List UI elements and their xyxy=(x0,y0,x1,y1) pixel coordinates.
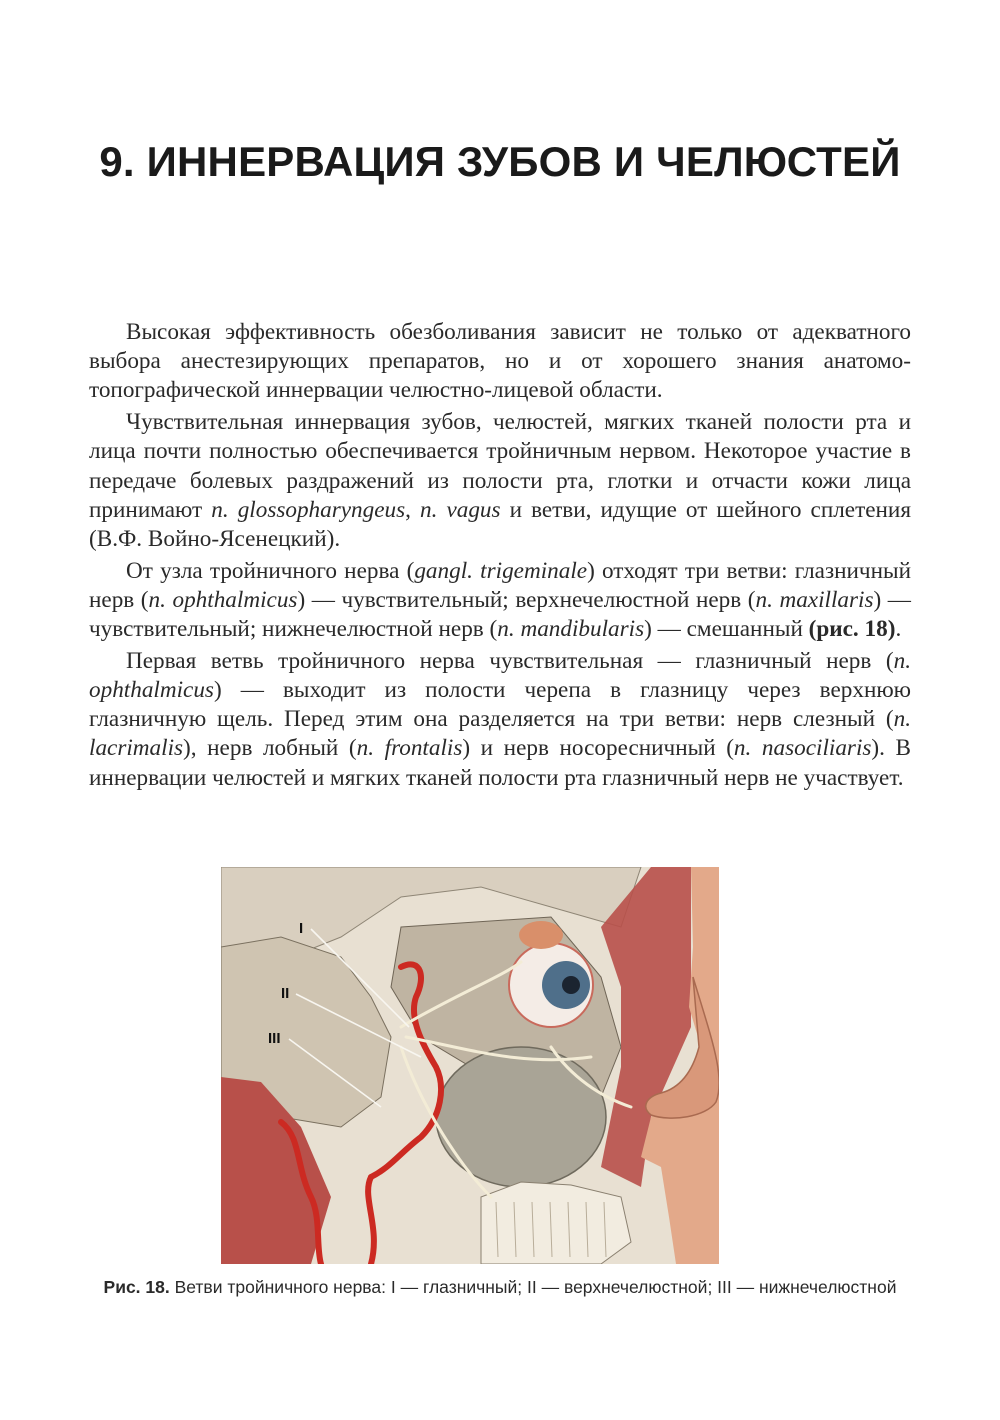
label-branch-1: I xyxy=(299,920,304,937)
latin-term: n. ophthalmicus xyxy=(148,586,298,613)
text-run: ) — смешанный xyxy=(644,616,809,643)
text-run: и ветви, идущие от шейного сплетения (В.Ф. Войно-Ясенецкий). xyxy=(89,496,912,552)
label-branch-2: II xyxy=(281,985,290,1002)
paragraph xyxy=(89,408,911,554)
latin-term: n. ophthalmicus xyxy=(89,647,911,703)
text-run: Высокая эффективность обезболивания зависит не только от адекватного выбора анестезирующих препаратов, но и от хорошего знания анатомо-топографической иннервации челюстно-лицевой области. xyxy=(89,319,911,404)
paragraph xyxy=(89,557,911,645)
latin-term: n. frontalis xyxy=(356,735,463,762)
latin-term: n. mandibularis xyxy=(497,616,645,643)
figure-reference: (рис. 18) xyxy=(808,616,896,643)
figure-trigeminal-nerve xyxy=(221,867,719,1264)
caption-number: Рис. 18. xyxy=(103,1277,170,1297)
caption-text: Ветви тройничного нерва: I — глазничный; II — верхнечелюстной; III — нижнечелюстной xyxy=(169,1277,897,1297)
latin-term: n. maxillaris xyxy=(755,586,874,613)
paragraph xyxy=(89,318,911,406)
text-run: ), нерв лобный ( xyxy=(183,735,357,762)
text-run: . xyxy=(895,616,902,643)
latin-term: n. vagus xyxy=(420,496,501,523)
latin-term: n. glossopharyngeus xyxy=(211,496,406,523)
figure-caption xyxy=(89,1275,911,1300)
text-run: , xyxy=(405,496,421,523)
text-run: ) отходят три ветви: глазничный нерв ( xyxy=(89,557,911,613)
latin-term: n. nasociliaris xyxy=(733,735,872,762)
label-branch-3: III xyxy=(268,1030,281,1047)
chapter-title: 9. ИННЕРВАЦИЯ ЗУБОВ И ЧЕЛЮСТЕЙ xyxy=(99,138,901,185)
anatomy-illustration xyxy=(221,867,719,1264)
text-run: ) и нерв носоресничный ( xyxy=(462,735,734,762)
text-run: ) — чувствительный; нижнечелюстной нерв ( xyxy=(89,586,911,643)
text-run: Первая ветвь тройничного нерва чувствительная — глазничный нерв ( xyxy=(126,647,894,674)
text-run: ) — чувствительный; верхнечелюстной нерв ( xyxy=(297,586,756,613)
text-run: ) — выходит из полости черепа в глазницу через верхнюю глазничную щель. Перед этим она разделяется на три ветви: нерв слезный ( xyxy=(89,676,911,733)
text-run: От узла тройничного нерва ( xyxy=(126,557,415,584)
text-run: ). В иннервации челюстей и мягких тканей полости рта глазничный нерв не участвует. xyxy=(89,735,911,791)
body-text xyxy=(89,318,911,795)
paragraph xyxy=(89,647,911,793)
latin-term: n. lacrimalis xyxy=(89,706,911,762)
latin-term: gangl. trigeminale xyxy=(414,557,588,584)
text-run: Чувствительная иннервация зубов, челюстей, мягких тканей полости рта и лица почти полностью обеспечивается тройничным нервом. Некоторое участие в передаче болевых раздражений из полости рта, глотки и отчасти кожи лица принимают xyxy=(89,409,911,523)
